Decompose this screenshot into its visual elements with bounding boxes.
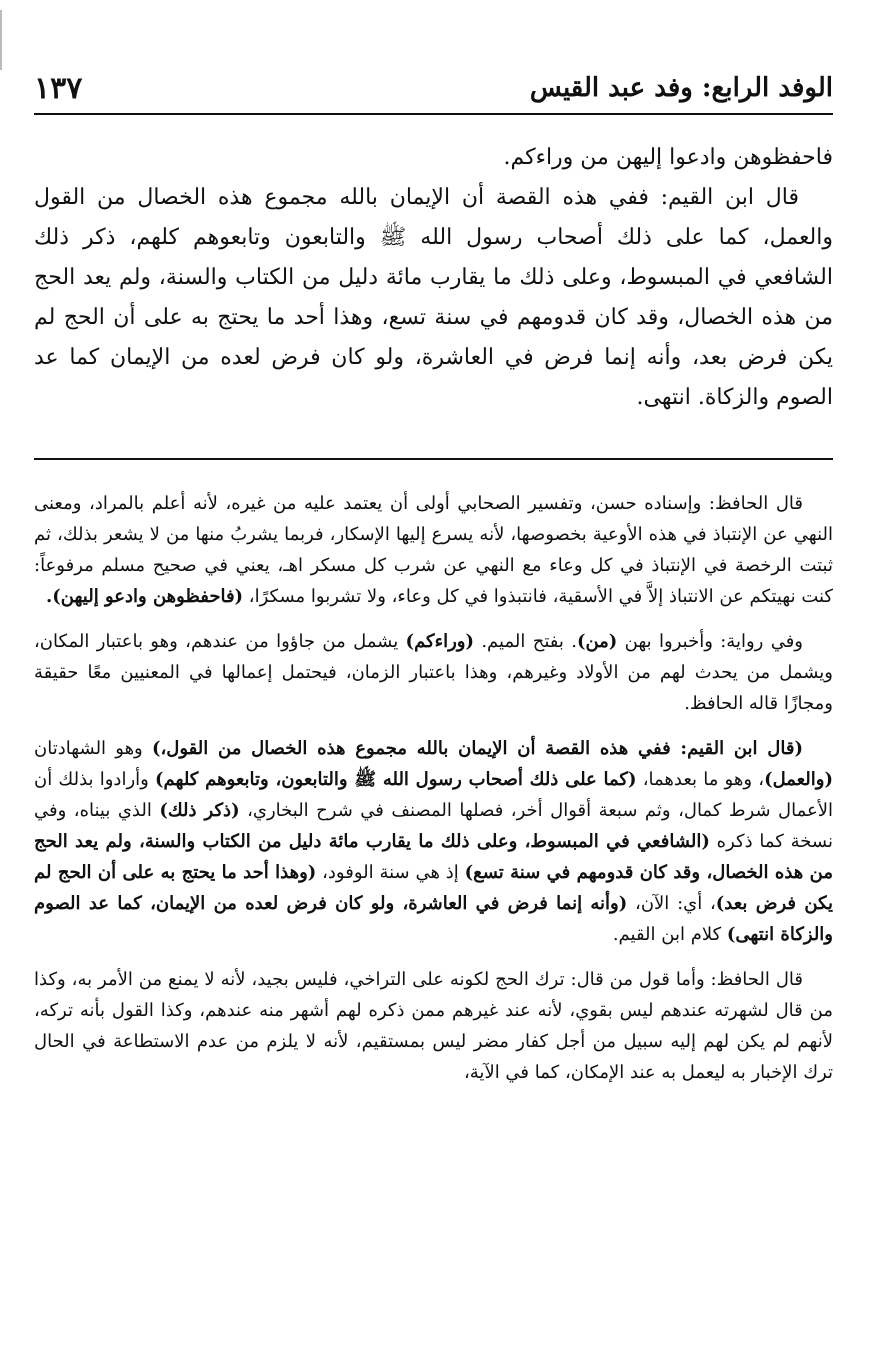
quoted-matn: (ذكر ذلك) <box>159 800 240 821</box>
commentary-text: كلام ابن القيم. <box>612 924 727 945</box>
commentary-text: الذي بيناه، وفي نسخة كما ذكره <box>34 800 833 852</box>
page-number: ١٣٧ <box>34 70 83 106</box>
quoted-matn: (فاحفظوهن وادعو إليهن). <box>46 586 244 607</box>
commentary-text: قال الحافظ: وأما قول من قال: ترك الحج لكونه على التراخي، فليس بجيد، لأنه لا يمنع من الأمر به، وكذا من قال لشهرته عندهم ليس بقوي، لأنه عند غيرهم ممن ذكره لهم أشهر منه عندهم، وكذا القول بأنه تركه، لأنهم لم يكن لهم إليه سبيل من أجل كفار مضر ليس بمستقيم، لأنه لا يلزم من عدم الاستطاعة في الحال ترك الإخبار به ليعمل به عند الإمكان، كما في الآية، <box>34 969 833 1083</box>
quoted-matn: (وهذا أحد ما يحتج به على أن الحج لم يكن فرض بعد) <box>34 862 833 914</box>
commentary-paragraph-3 <box>34 733 833 950</box>
main-text <box>34 138 833 418</box>
commentary-paragraph-4 <box>34 964 833 1088</box>
commentary-text: إذ هي سنة الوفود، <box>316 862 465 883</box>
chapter-title: الوفد الرابع: وفد عبد القيس <box>529 73 833 103</box>
commentary-text: وأرادوا بذلك أن الأعمال شرط كمال، وثم سبعة أقوال أخر، فصلها المصنف في شرح البخاري، <box>34 769 833 821</box>
quoted-matn: (كما على ذلك أصحاب رسول الله ﷺ والتابعون، وتابعوهم كلهم) <box>155 769 637 790</box>
commentary-text: وفي رواية: وأخبروا بهن <box>617 631 803 652</box>
commentary-text: يشمل من جاؤوا من عندهم، وهو باعتبار المكان، ويشمل من يحدث لهم من الأولاد وغيرهم، وهذا باعتبار الزمان، فيحتمل إعمالها في المعنيين معًا حقيقة ومجازًا قاله الحافظ. <box>34 631 833 714</box>
quoted-matn: (والعمل) <box>764 769 833 790</box>
commentary-text: قال الحافظ: وإسناده حسن، وتفسير الصحابي أولى أن يعتمد عليه من غيره، لأنه أعلم بالمراد، ومعنى النهي عن الإنتباذ في هذه الأوعية بخصوصها، لأنه يسرع إليها الإسكار، فربما يشربُ منها من لا يشعر بذلك، ثم ثبتت الرخصة في الإنتباذ في كل وعاء مع النهي عن شرب كل مسكر اهـ، يعني في صحيح مسلم مرفوعاً: كنت نهيتكم عن الانتباذ إلاَّ في الأسقية، فانتبذوا في كل وعاء، ولا تشربوا مسكرًا، <box>34 493 833 607</box>
quoted-matn: (قال ابن القيم: ففي هذه القصة أن الإيمان بالله مجموع هذه الخصال من القول،) <box>151 738 803 759</box>
quoted-matn: (وراءكم) <box>405 631 474 652</box>
main-paragraph-2: قال ابن القيم: ففي هذه القصة أن الإيمان بالله مجموع هذه الخصال من القول والعمل، كما على ذلك أصحاب رسول الله ﷺ والتابعون وتابعوهم كلهم، ذكر ذلك الشافعي في المبسوط، وعلى ذلك ما يقارب مائة دليل من الكتاب والسنة، ولم يعد الحج من هذه الخصال، وقد كان قدومهم في سنة تسع، وهذا أحد ما يحتج به على أن الحج لم يكن فرض بعد، وأنه إنما فرض في العاشرة، ولو كان فرض لعده من الإيمان كما عد الصوم والزكاة. انتهى. <box>34 185 833 410</box>
quoted-matn: (من) <box>576 631 618 652</box>
commentary-divider <box>34 458 833 460</box>
commentary-paragraph-2 <box>34 626 833 719</box>
commentary-text: . بفتح الميم. <box>473 631 577 652</box>
commentary-text: ، وهو ما بعدهما، <box>636 769 765 790</box>
running-header <box>34 68 833 108</box>
header-divider <box>34 113 833 115</box>
quoted-matn: (وأنه إنما فرض في العاشرة، ولو كان فرض لعده من الإيمان، كما عد الصوم والزكاة انتهى) <box>34 893 833 945</box>
commentary-section <box>34 488 833 1102</box>
commentary-paragraph-1 <box>34 488 833 612</box>
quoted-matn: (الشافعي في المبسوط، وعلى ذلك ما يقارب مائة دليل من الكتاب والسنة، ولم يعد الحج من هذه الخصال، وقد كان قدومهم في سنة تسع) <box>34 831 833 883</box>
page-edge-mark <box>0 10 2 70</box>
commentary-text: ، أي: الآن، <box>627 893 716 914</box>
commentary-text: وهو الشهادتان <box>34 738 152 759</box>
main-paragraph-1: فاحفظوهن وادعوا إليهن من وراءكم. <box>503 145 833 170</box>
